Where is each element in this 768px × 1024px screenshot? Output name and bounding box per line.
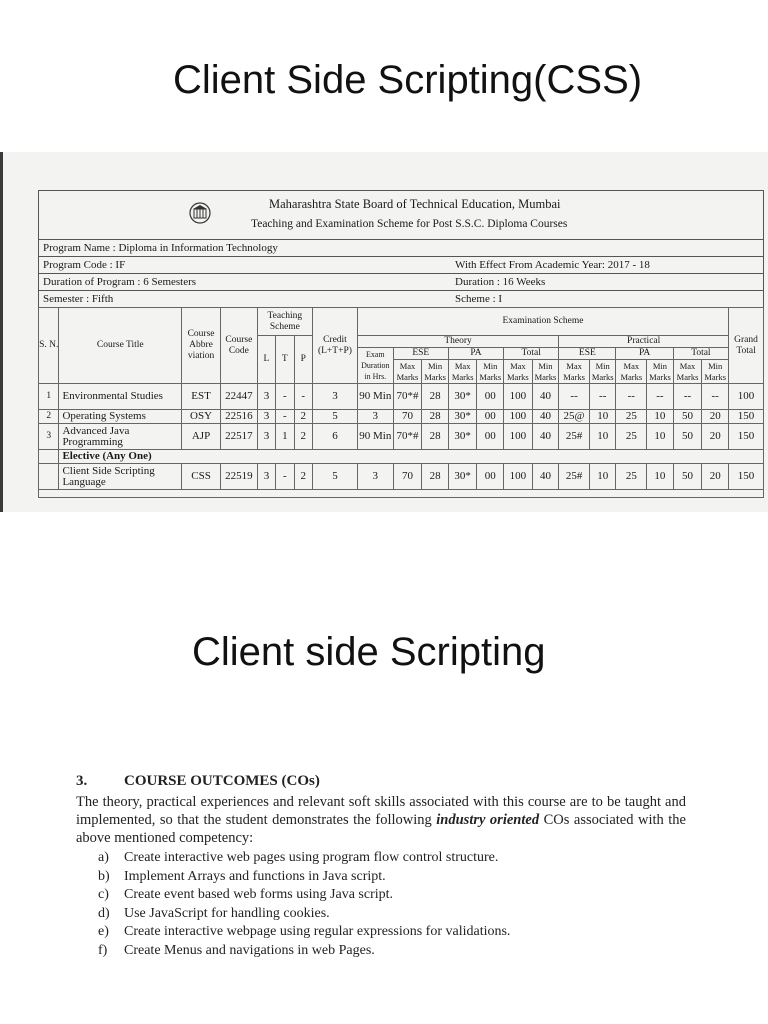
th-practical-pa: PA (616, 348, 673, 360)
row-code: 22447 (220, 384, 257, 410)
row-marks-cell: 25 (616, 410, 647, 424)
row-marks-cell: 20 (702, 424, 729, 450)
co-item-text: Use JavaScript for handling cookies. (124, 905, 330, 921)
row-abbr: AJP (182, 424, 221, 450)
row-duration: 3 (357, 410, 393, 424)
th-code: Course Code (220, 308, 257, 384)
row-marks-cell: 00 (477, 410, 504, 424)
row-p: 2 (294, 410, 312, 424)
co-heading (76, 773, 696, 793)
scheme: Scheme : I (455, 293, 503, 305)
row-credit: 3 (312, 384, 357, 410)
row-course-title: Advanced Java Programming (59, 424, 182, 450)
co-title: COURSE OUTCOMES (COs) (124, 773, 320, 789)
row-marks-cell: 100 (504, 464, 533, 490)
co-intro (76, 793, 686, 847)
co-intro-emphasis: industry oriented (436, 812, 540, 828)
th-credit: Credit (L+T+P) (312, 308, 357, 384)
row-marks-cell: 20 (702, 464, 729, 490)
row-marks-cell: 28 (422, 424, 449, 450)
elective-sn (39, 450, 59, 464)
co-item-marker: c) (98, 887, 109, 902)
th-max: Max Marks (448, 360, 477, 384)
row-marks-cell: -- (673, 384, 702, 410)
msbte-logo-icon (189, 201, 211, 225)
program-duration: Duration of Program : 6 Semesters (43, 276, 197, 288)
th-practical: Practical (559, 336, 729, 348)
meta-program-code (38, 256, 764, 273)
th-l: L (257, 336, 275, 384)
th-max: Max Marks (393, 360, 422, 384)
program-name: Program Name : Diploma in Information Technology (43, 242, 278, 254)
row-marks-cell: 70*# (393, 424, 422, 450)
th-min: Min Marks (589, 360, 616, 384)
row-l: 3 (257, 424, 275, 450)
slide-title-bottom: Client side Scripting (192, 630, 546, 674)
row-p: 2 (294, 424, 312, 450)
th-min: Min Marks (532, 360, 559, 384)
co-number: 3. (76, 773, 88, 789)
row-sn: 3 (39, 424, 59, 450)
row-code: 22517 (220, 424, 257, 450)
row-credit: 5 (312, 410, 357, 424)
row-marks-cell: 100 (504, 384, 533, 410)
th-min: Min Marks (702, 360, 729, 384)
board-name: Maharashtra State Board of Technical Education, Mumbai (269, 197, 561, 211)
row-marks-cell: 70*# (393, 384, 422, 410)
scheme-row (39, 410, 764, 424)
row-course-title: Environmental Studies (59, 384, 182, 410)
th-exam-duration: Exam Duration in Hrs. (357, 348, 393, 384)
row-marks-cell: 70 (393, 464, 422, 490)
th-max: Max Marks (559, 360, 590, 384)
th-sn: S. N. (39, 308, 59, 384)
slide-title-top: Client Side Scripting(CSS) (173, 58, 643, 102)
weeks-duration: Duration : 16 Weeks (455, 276, 546, 288)
co-item-marker: e) (98, 924, 109, 939)
row-marks-cell: 10 (589, 410, 616, 424)
row-marks-cell: 25# (559, 424, 590, 450)
scheme-row (39, 384, 764, 410)
row-marks-cell: 00 (477, 424, 504, 450)
board-header (38, 190, 764, 239)
elective-label: Elective (Any One) (59, 450, 764, 464)
co-intro-a: The theory, practical experiences and relevant soft skills associated with this course are to be taught and implemented, so that the student demonstrates the following (76, 794, 686, 828)
row-marks-cell: 30* (448, 424, 477, 450)
row-course-title: Operating Systems (59, 410, 182, 424)
row-marks-cell: -- (559, 384, 590, 410)
row-abbr: CSS (182, 464, 221, 490)
row-t: - (276, 384, 294, 410)
row-l: 3 (257, 464, 275, 490)
row-marks-cell: 50 (673, 424, 702, 450)
row-credit: 6 (312, 424, 357, 450)
row-t: - (276, 410, 294, 424)
co-item (98, 923, 696, 942)
row-duration: 90 Min (357, 424, 393, 450)
row-marks-cell: 10 (589, 424, 616, 450)
scheme-name: Teaching and Examination Scheme for Post S.S.C. Diploma Courses (251, 218, 568, 230)
row-grand-total: 150 (729, 424, 764, 450)
row-sn (39, 464, 59, 490)
th-max: Max Marks (504, 360, 533, 384)
co-item (98, 868, 696, 887)
course-outcomes-section (76, 773, 696, 960)
co-item-text: Create interactive web pages using program flow control structure. (124, 850, 499, 865)
co-item (98, 886, 696, 905)
th-teaching: Teaching Scheme (257, 308, 312, 336)
row-marks-cell: 30* (448, 410, 477, 424)
row-marks-cell: 30* (448, 464, 477, 490)
meta-duration (38, 273, 764, 290)
row-grand-total: 150 (729, 464, 764, 490)
row-marks-cell: 40 (532, 464, 559, 490)
row-marks-cell: 30* (448, 384, 477, 410)
row-marks-cell: 28 (422, 384, 449, 410)
row-marks-cell: 28 (422, 410, 449, 424)
row-marks-cell: 40 (532, 384, 559, 410)
row-marks-cell: 70 (393, 410, 422, 424)
cut-off-row (39, 490, 764, 498)
row-marks-cell: 10 (647, 410, 674, 424)
row-marks-cell: 40 (532, 410, 559, 424)
meta-program-name (38, 239, 764, 256)
co-item (98, 942, 696, 961)
co-intro-b: COs associated with the above mentioned competency: (76, 812, 686, 846)
row-duration: 3 (357, 464, 393, 490)
co-item-text: Create event based web forms using Java script. (124, 887, 394, 902)
row-p: - (294, 384, 312, 410)
co-item (98, 849, 696, 868)
scheme-row (39, 424, 764, 450)
th-theory: Theory (357, 336, 558, 348)
row-marks-cell: 100 (504, 424, 533, 450)
semester: Semester : Fifth (43, 293, 114, 305)
row-marks-cell: -- (616, 384, 647, 410)
row-course-title: Client Side Scripting Language (59, 464, 182, 490)
th-abbr: Course Abbre viation (182, 308, 221, 384)
th-max: Max Marks (673, 360, 702, 384)
co-item (98, 905, 696, 924)
th-max: Max Marks (616, 360, 647, 384)
row-marks-cell: 25# (559, 464, 590, 490)
row-abbr: EST (182, 384, 221, 410)
row-marks-cell: -- (647, 384, 674, 410)
th-theory-pa: PA (448, 348, 503, 360)
program-code: Program Code : IF (43, 259, 126, 271)
co-item-text: Create interactive webpage using regular expressions for validations. (124, 924, 511, 939)
row-sn: 2 (39, 410, 59, 424)
row-marks-cell: 50 (673, 410, 702, 424)
row-marks-cell: 25@ (559, 410, 590, 424)
th-t: T (276, 336, 294, 384)
row-marks-cell: 100 (504, 410, 533, 424)
scheme-document (38, 190, 764, 498)
row-marks-cell: 25 (616, 424, 647, 450)
row-sn: 1 (39, 384, 59, 410)
row-marks-cell: 00 (477, 464, 504, 490)
th-course-title: Course Title (59, 308, 182, 384)
row-t: 1 (276, 424, 294, 450)
row-grand-total: 100 (729, 384, 764, 410)
row-t: - (276, 464, 294, 490)
row-marks-cell: 28 (422, 464, 449, 490)
th-min: Min Marks (647, 360, 674, 384)
row-l: 3 (257, 384, 275, 410)
row-code: 22519 (220, 464, 257, 490)
co-item-text: Implement Arrays and functions in Java script. (124, 868, 386, 884)
th-exam-scheme: Examination Scheme (357, 308, 728, 336)
row-marks-cell: 10 (647, 424, 674, 450)
row-marks-cell: 10 (589, 464, 616, 490)
row-marks-cell: 50 (673, 464, 702, 490)
th-theory-ese: ESE (393, 348, 448, 360)
row-l: 3 (257, 410, 275, 424)
co-item-marker: f) (98, 942, 108, 958)
th-min: Min Marks (477, 360, 504, 384)
th-practical-ese: ESE (559, 348, 616, 360)
row-marks-cell: 00 (477, 384, 504, 410)
row-marks-cell: 40 (532, 424, 559, 450)
th-theory-total: Total (504, 348, 559, 360)
row-credit: 5 (312, 464, 357, 490)
row-marks-cell: -- (702, 384, 729, 410)
co-list (76, 849, 696, 960)
effect-year: With Effect From Academic Year: 2017 - 18 (455, 259, 650, 271)
row-marks-cell: 10 (647, 464, 674, 490)
row-marks-cell: 20 (702, 410, 729, 424)
row-p: 2 (294, 464, 312, 490)
co-item-marker: d) (98, 905, 110, 921)
th-p: P (294, 336, 312, 384)
row-code: 22516 (220, 410, 257, 424)
scheme-row (39, 464, 764, 490)
row-abbr: OSY (182, 410, 221, 424)
scan-edge (0, 152, 3, 512)
co-item-marker: b) (98, 868, 110, 884)
row-marks-cell: 25 (616, 464, 647, 490)
meta-semester (38, 290, 764, 307)
co-item-marker: a) (98, 850, 109, 865)
row-marks-cell: -- (589, 384, 616, 410)
th-min: Min Marks (422, 360, 449, 384)
scheme-table (38, 307, 764, 498)
th-practical-total: Total (673, 348, 728, 360)
row-grand-total: 150 (729, 410, 764, 424)
scanned-scheme-image (0, 152, 768, 512)
th-grand-total: Grand Total (729, 308, 764, 384)
co-item-text: Create Menus and navigations in web Pages. (124, 942, 375, 958)
row-duration: 90 Min (357, 384, 393, 410)
